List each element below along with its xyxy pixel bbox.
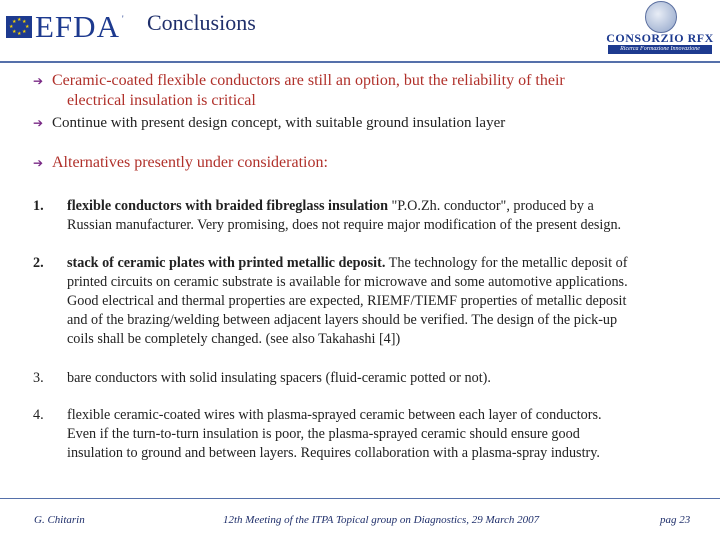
footer-page-number: pag 23 (660, 514, 691, 526)
item-text-line1: flexible ceramic-coated wires with plasma-sprayed ceramic between each layer of conductors. (67, 407, 602, 423)
rfx-logo-subtitle: Ricerca Formazione Innovazione (608, 45, 712, 54)
arrow-bullet-icon: ➔ (33, 156, 44, 170)
arrow-bullet-icon: ➔ (33, 116, 44, 130)
item-text-line1: bare conductors with solid insulating spacers (fluid-ceramic potted or not). (67, 370, 491, 386)
consorzio-rfx-logo (602, 0, 716, 54)
item-heading: flexible conductors with braided fibreglass insulation (67, 198, 392, 214)
bullet-text-line1: Ceramic-coated flexible conductors are still an option, but the reliability of their (52, 72, 565, 89)
item-text-line4: and of the brazing/welding between adjacent layers should be verified. The design of the pick-up (67, 312, 618, 328)
page-title: Conclusions (147, 10, 256, 35)
alternative-item-2 (33, 254, 708, 349)
item-text-line2: printed circuits on ceramic substrate is available for microwave and some automotive applications. (67, 274, 628, 290)
header-divider (0, 61, 720, 63)
footer-divider (0, 498, 720, 499)
efda-logo-mark: ' (121, 14, 124, 24)
bullet-text: Continue with present design concept, with suitable ground insulation layer (52, 115, 506, 131)
item-text-line5: coils shall be completely changed. (see also Takahashi [4]) (67, 331, 401, 347)
item-text-line1: The technology for the metallic deposit of (385, 255, 628, 271)
item-number: 3. (33, 370, 44, 386)
item-text-line1: "P.O.Zh. conductor", produced by a (391, 198, 594, 214)
item-number: 4. (33, 407, 44, 423)
efda-logo-text: EFDA (35, 9, 120, 44)
item-text-line3: Good electrical and thermal properties are expected, RIEMF/TIEMF properties of metallic deposit (67, 293, 627, 309)
slide-header (0, 0, 720, 62)
bullet-alternatives (33, 153, 328, 173)
bullet-ceramic-conductors (33, 71, 673, 110)
arrow-bullet-icon: ➔ (33, 74, 44, 88)
bullet-design-concept (33, 114, 505, 133)
rfx-logo-name: CONSORZIO RFX (606, 31, 714, 45)
item-text-line2: Even if the turn-to-turn insulation is poor, the plasma-sprayed ceramic should ensure good (67, 426, 580, 442)
item-number: 1. (33, 198, 44, 214)
eu-flag-icon: ★ ★ ★ ★ ★ ★ ★ ★ (6, 16, 32, 38)
bullet-text-line2: electrical insulation is critical (67, 92, 256, 109)
item-number: 2. (33, 255, 44, 271)
alternative-item-3 (33, 369, 708, 388)
item-text-line2: Russian manufacturer. Very promising, does not require major modification of the present design. (67, 217, 622, 233)
alternative-item-4 (33, 406, 708, 463)
item-heading: stack of ceramic plates with printed metallic deposit. (67, 255, 386, 271)
rfx-emblem-icon (645, 1, 677, 33)
efda-logo (6, 9, 124, 44)
alternative-item-1 (33, 197, 708, 235)
footer-author: G. Chitarin (34, 514, 85, 526)
item-text-line3: insulation to ground and between layers. Requires collaboration with a plasma-spray industry. (67, 445, 600, 461)
footer-event: 12th Meeting of the ITPA Topical group on Diagnostics, 29 March 2007 (223, 514, 540, 526)
bullet-text: Alternatives presently under consideration: (52, 154, 328, 171)
